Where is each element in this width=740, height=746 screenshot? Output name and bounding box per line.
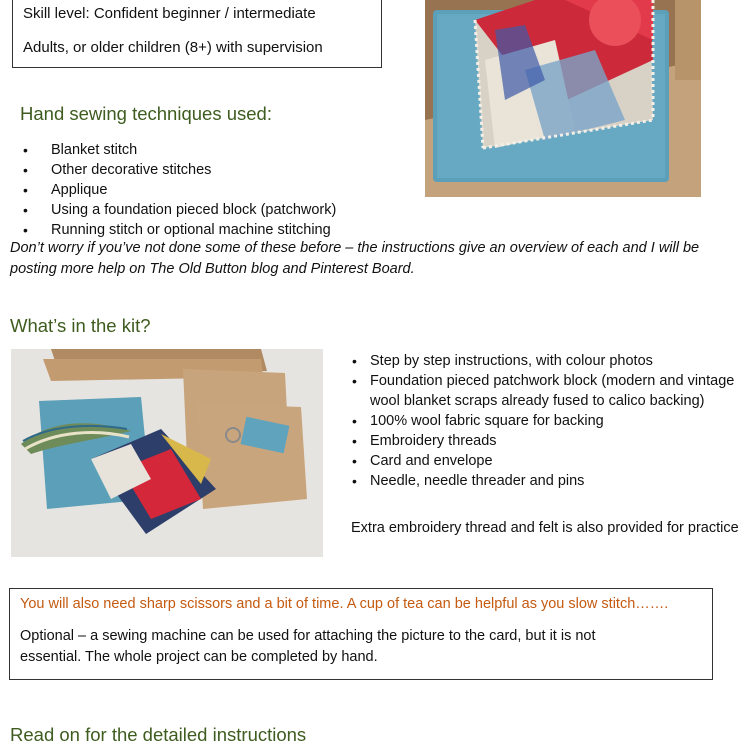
list-item: • Blanket stitch: [11, 140, 411, 160]
list-item: • Using a foundation pieced block (patchwork): [11, 200, 411, 220]
finished-patch-photo: [425, 0, 701, 197]
audience-text: Adults, or older children (8+) with supervision: [23, 39, 323, 56]
list-item: • 100% wool fabric square for backing: [350, 411, 735, 431]
read-on-heading: Read on for the detailed instructions: [10, 724, 307, 745]
optional-text: Optional – a sewing machine can be used for attaching the picture to the card, but it is not essential. The whole project can be completed by hand.: [20, 628, 596, 665]
kit-list: [350, 351, 735, 491]
kit-heading: What’s in the kit?: [10, 315, 151, 336]
kit-extra-text: Extra embroidery thread and felt is also provided for practice: [351, 520, 739, 536]
list-item: • Step by step instructions, with colour photos: [350, 351, 735, 371]
kit-contents-photo: [11, 349, 323, 557]
techniques-list: [11, 140, 411, 240]
list-item: • Foundation pieced patchwork block (modern and vintage wool blanket scraps already fused to calico backing): [350, 371, 735, 411]
techniques-note: Don’t worry if you’ve not done some of these before – the instructions give an overview of each and I will be posting more help on The Old Button blog and Pinterest Board.: [10, 240, 700, 277]
list-item: • Running stitch or optional machine stitching: [11, 220, 411, 240]
info-box: [12, 0, 382, 68]
list-item: • Applique: [11, 180, 411, 200]
skill-level-text: Skill level: Confident beginner / intermediate: [23, 5, 316, 22]
list-item: • Embroidery threads: [350, 431, 735, 451]
list-item: • Other decorative stitches: [11, 160, 411, 180]
needs-box: [9, 588, 713, 680]
list-item: • Needle, needle threader and pins: [350, 471, 735, 491]
techniques-heading: Hand sewing techniques used:: [20, 103, 272, 124]
needs-highlight-text: You will also need sharp scissors and a bit of time. A cup of tea can be helpful as you slow stitch…….: [20, 596, 669, 612]
list-item: • Card and envelope: [350, 451, 735, 471]
